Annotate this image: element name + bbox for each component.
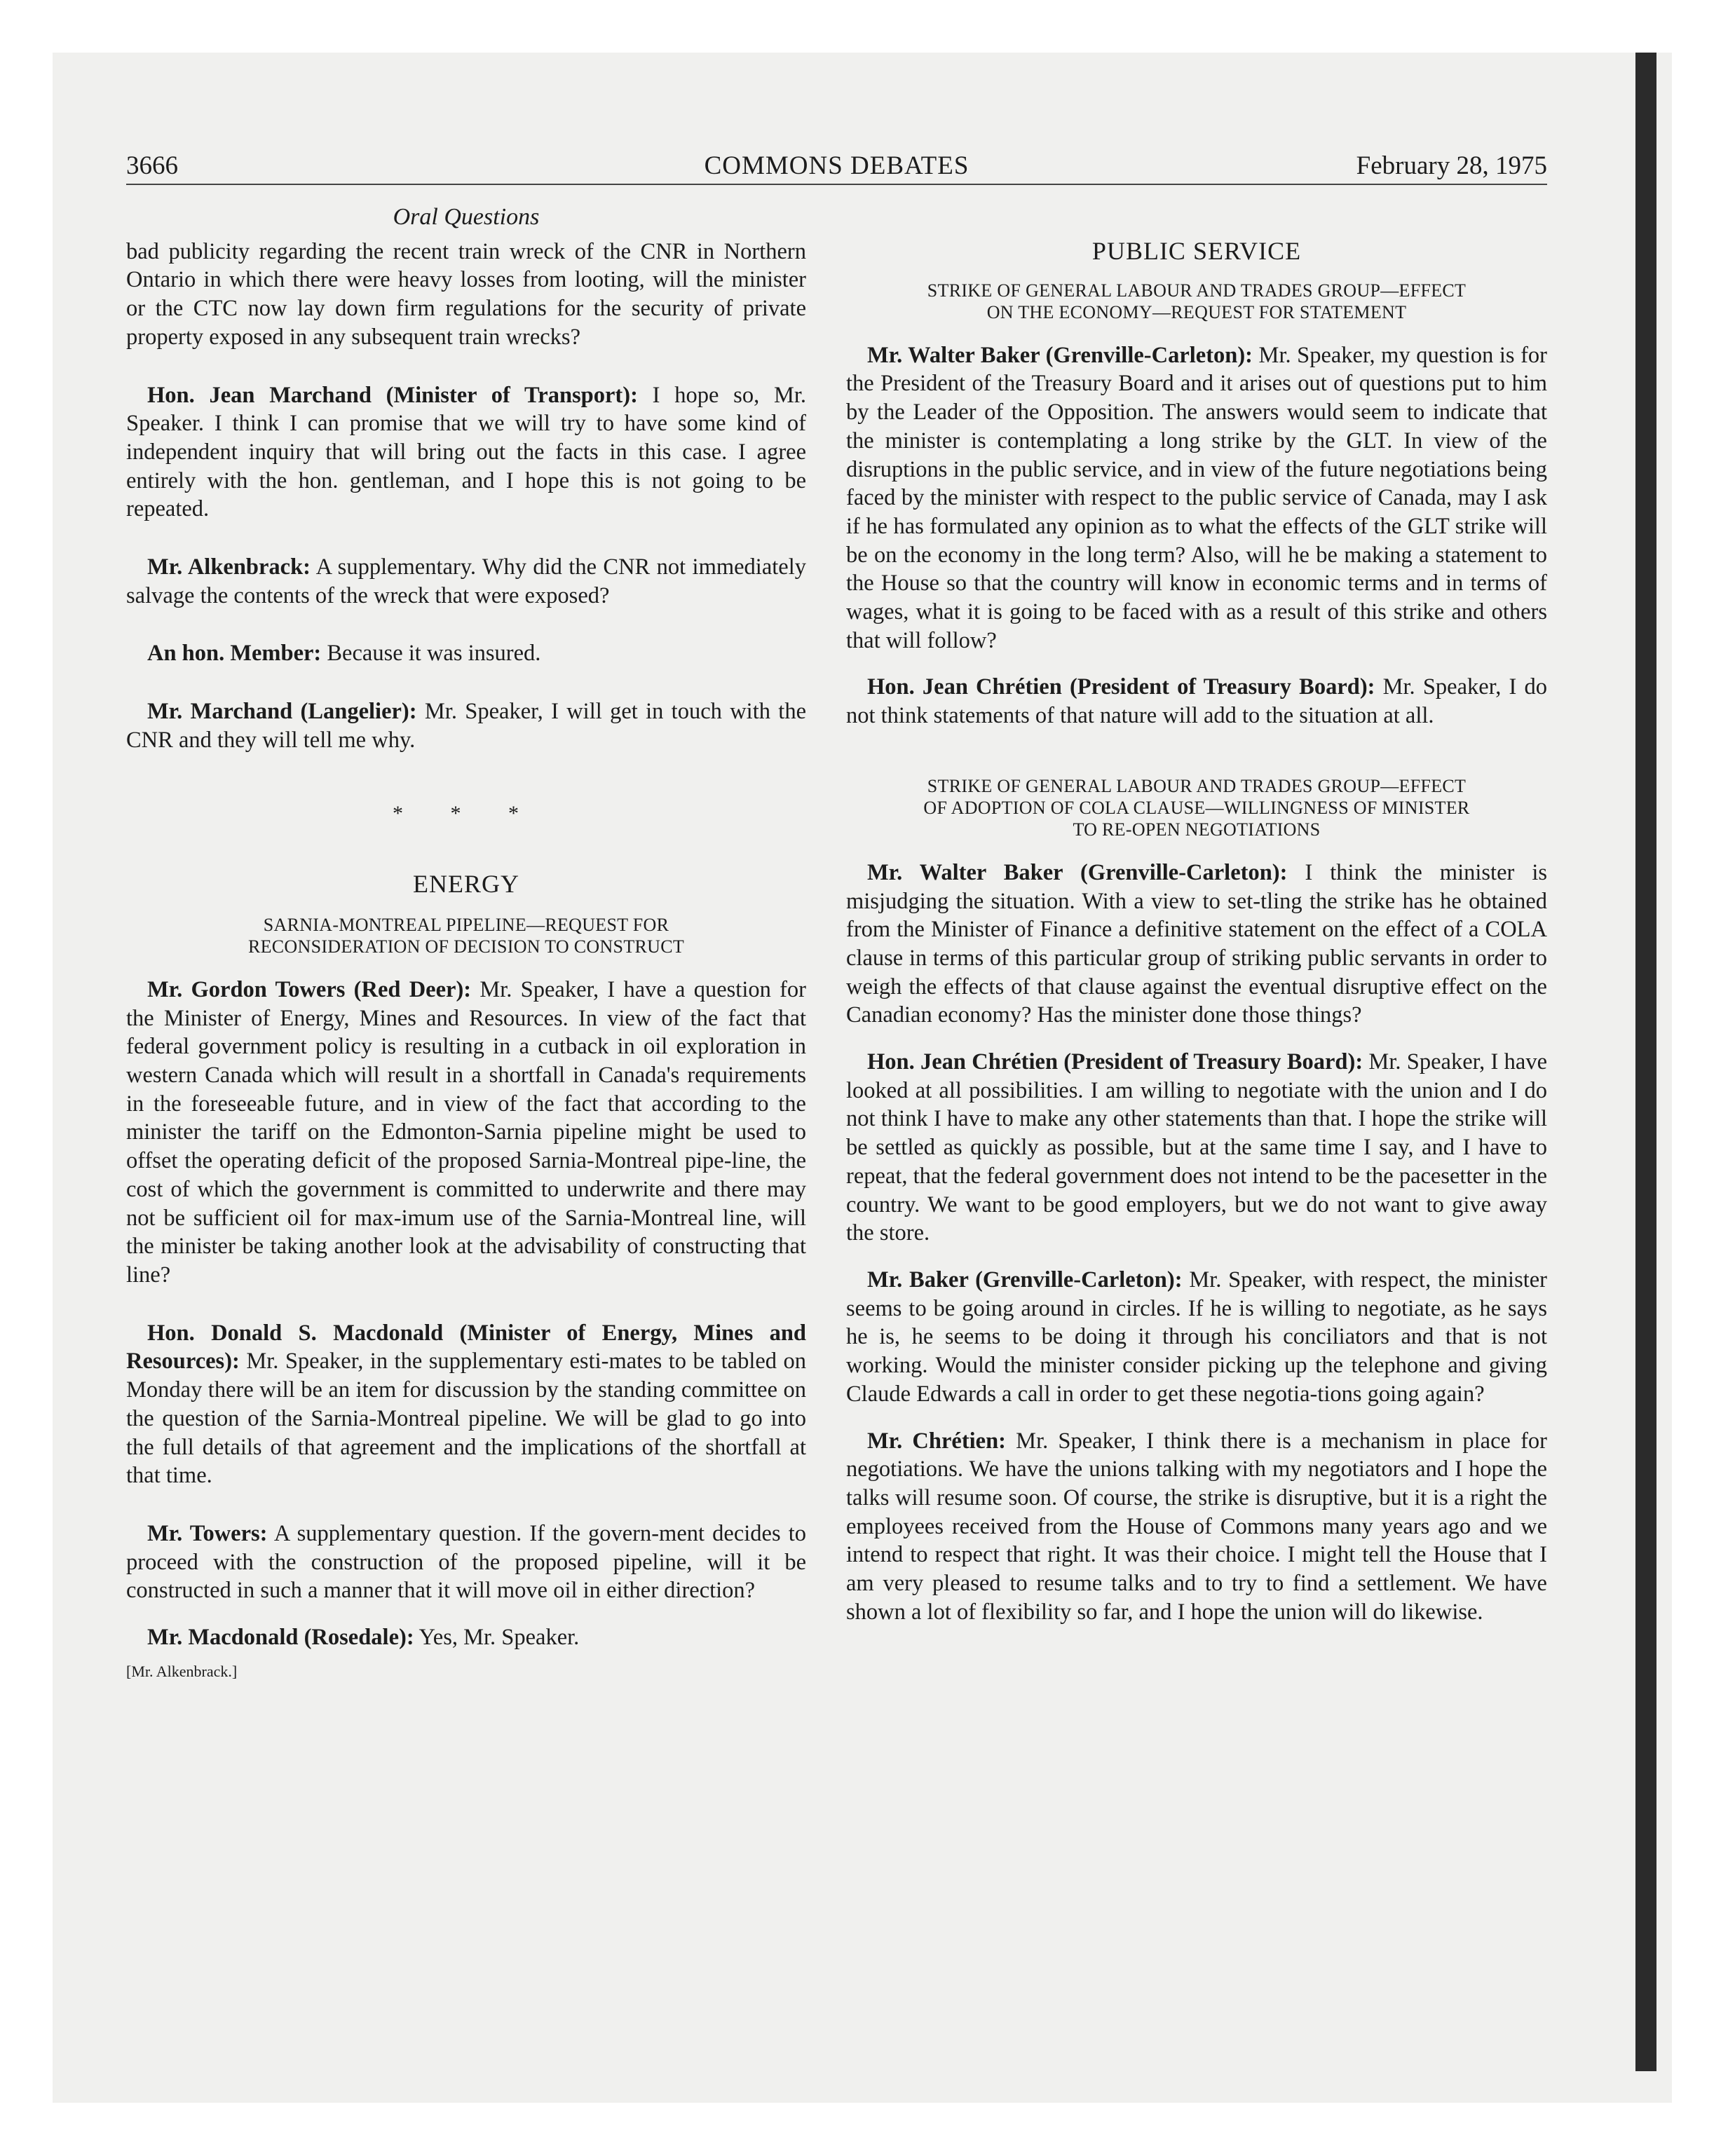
paragraph [126, 1319, 806, 1490]
speaker-name: An hon. Member: [147, 641, 322, 667]
paragraph [126, 697, 806, 754]
subheading-line: RECONSIDERATION OF DECISION TO CONSTRUCT [247, 936, 685, 957]
section-heading: PUBLIC SERVICE [1091, 237, 1302, 265]
speaker-name: Mr. Chrétien: [867, 1428, 1006, 1454]
speech-text: Mr. Speaker, I do not think statements of that nature will add to the situation at all. [846, 674, 1547, 729]
binding-edge [1635, 53, 1656, 2071]
speech-text: Yes, Mr. Speaker. [414, 1625, 580, 1651]
speech-text: Mr. Speaker, I have looked at all possibilities. I am willing to negotiate with the union and I do not think I have to make any other statements than that. I hope the strike will be settled as quickly as possible, but at the same time I say, and I have to repeat, that the federal government does not intend to be the pacesetter in the country. We want to be good employers, but we do not want to give away the store. [846, 1049, 1547, 1246]
speech-text: I hope so, Mr. Speaker. I think I can promise that we will try to have some kind of independent inquiry that will bring out the facts in this case. I agree entirely with the hon. gentleman, and I hope this is not going to be repeated. [126, 382, 806, 522]
subheading-line: ON THE ECONOMY—REQUEST FOR STATEMENT [986, 301, 1407, 322]
speaker-name: Mr. Towers: [147, 1520, 268, 1546]
header-rule [126, 184, 1547, 185]
speech-text: Mr. Speaker, in the supplementary esti-mates to be tabled on Monday there will be an item for discussion by the standing committee on the question of the Sarnia-Montreal pipeline. We will be glad to go into the full details of that agreement and the implications of the shortfall at that time. [126, 1349, 806, 1489]
speaker-name: Mr. Walter Baker (Grenville-Carleton): [867, 342, 1253, 368]
paragraph [126, 1520, 806, 1605]
subheading-line: STRIKE OF GENERAL LABOUR AND TRADES GROUP—EFFECT [927, 775, 1467, 796]
subheading-line: TO RE-OPEN NEGOTIATIONS [1073, 819, 1321, 840]
speaker-name: Hon. Jean Marchand (Minister of Transport): [147, 382, 638, 408]
speech-text: Mr. Speaker, I think there is a mechanism in place for negotiations. We have the unions talking with my negotiators and I hope the talks will resume soon. Of course, the strike is disruptive, but it is a right the employees received from the House of Commons many years ago and we intend to respect that right. It was their choice. I might tell the House that I am very pleased to resume talks and to try to find a settlement. We have shown a lot of flexibility so far, and I hope the union will do likewise. [846, 1428, 1547, 1625]
speech-text: Mr. Speaker, my question is for the President of the Treasury Board and it arises out of questions put to him by the Leader of the Opposition. The answers would seem to indicate that the minister is contemplating a long strike by the GLT. In view of the disruptions in the public service, and in view of the future negotiations being faced by the minister with respect to the public service of Canada, may I ask if he has formulated any opinion as to what the effects of the GLT strike will be on the economy in the long term? Also, will he be making a statement to the House so that the country will know in economic terms and in terms of wages, what it is going to be faced with as a result of this strike and others that will follow? [846, 342, 1547, 653]
subheading-line: STRIKE OF GENERAL LABOUR AND TRADES GROUP—EFFECT [927, 280, 1467, 301]
subheading-line: SARNIA-MONTREAL PIPELINE—REQUEST FOR [263, 914, 669, 935]
paragraph [846, 859, 1547, 1030]
paragraph [126, 553, 806, 610]
speech-text: Mr. Speaker, with respect, the minister seems to be going around in circles. If he is willing to negotiate, as he says he is, he seems to be doing it through his conciliators and that is not working. Would the minister consider picking up the telephone and giving Claude Edwards a call in order to get these negotia-tions going again? [846, 1267, 1547, 1407]
speaker-name: Mr. Marchand (Langelier): [147, 699, 417, 725]
paragraph [126, 1623, 806, 1652]
speaker-name: Mr. Gordon Towers (Red Deer): [147, 976, 472, 1002]
speech-text: A supplementary question. If the govern-ment decides to proceed with the construction of the proposed pipeline, will it be constructed in such a manner that it will move oil in either direction? [126, 1520, 806, 1604]
paragraph [126, 639, 806, 668]
paragraph [126, 976, 806, 1290]
speech-text: Because it was insured. [321, 641, 541, 667]
page-number: 3666 [126, 151, 178, 180]
publication-title: COMMONS DEBATES [704, 151, 969, 180]
section-separator: * * * [393, 801, 540, 825]
speech-text: Mr. Speaker, I will get in touch with the CNR and they will tell me why. [126, 699, 806, 753]
speech-text: A supplementary. Why did the CNR not immediately salvage the contents of the wreck that were exposed? [126, 554, 806, 608]
paragraph [846, 1048, 1547, 1248]
subheading-line: OF ADOPTION OF COLA CLAUSE—WILLINGNESS OF MINISTER [923, 797, 1470, 818]
speaker-name: Hon. Jean Chrétien (President of Treasury Board): [867, 674, 1375, 700]
left-column [126, 203, 806, 1686]
paragraph [126, 381, 806, 524]
paragraph [846, 341, 1547, 655]
footnote: [Mr. Alkenbrack.] [126, 1662, 238, 1680]
speaker-name: Mr. Macdonald (Rosedale): [147, 1625, 414, 1651]
speaker-name: Hon. Donald S. Macdonald (Minister of Energy, Mines and Resources): [126, 1320, 806, 1374]
running-head: Oral Questions [393, 204, 540, 230]
page-date: February 28, 1975 [1356, 151, 1547, 180]
paragraph [846, 673, 1547, 730]
paragraph: bad publicity regarding the recent train wreck of the CNR in Northern Ontario in which there were heavy losses from looting, will the minister or the CTC now lay down firm regulations for the security of private property exposed in any subsequent train wrecks? [126, 238, 806, 350]
paragraph [846, 1266, 1547, 1409]
speaker-name: Hon. Jean Chrétien (President of Treasury Board): [867, 1049, 1363, 1075]
right-column [846, 237, 1547, 1626]
speech-text: Mr. Speaker, I have a question for the Minister of Energy, Mines and Resources. In view of the fact that federal government policy is resulting in a cutback in oil exploration in western Canada which will result in a shortfall in Canada's requirements in the foreseeable future, and in view of the fact that according to the minister the tariff on the Edmonton-Sarnia pipeline might be used to offset the operating deficit of the proposed Sarnia-Montreal pipe-line, the cost of which the government is committed to underwrite and there may not be sufficient oil for max-imum use of the Sarnia-Montreal line, will the minister be taking another look at the advisability of constructing that line? [126, 976, 806, 1288]
paragraph [846, 1427, 1547, 1627]
speaker-name: Mr. Baker (Grenville-Carleton): [867, 1267, 1183, 1292]
speaker-name: Mr. Walter Baker (Grenville-Carleton): [867, 859, 1288, 885]
section-heading: ENERGY [413, 870, 519, 899]
speaker-name: Mr. Alkenbrack: [147, 554, 311, 580]
page-header [126, 151, 1547, 186]
speech-text: I think the minister is misjudging the situation. With a view to set-tling the strike has he obtained from the Minister of Finance a definitive statement on the effect of a COLA clause in terms of this particular group of striking public servants in order to weigh the effects of that clause against the eventual disruptive effect on the Canadian economy? Has the minister done those things? [846, 859, 1547, 1028]
